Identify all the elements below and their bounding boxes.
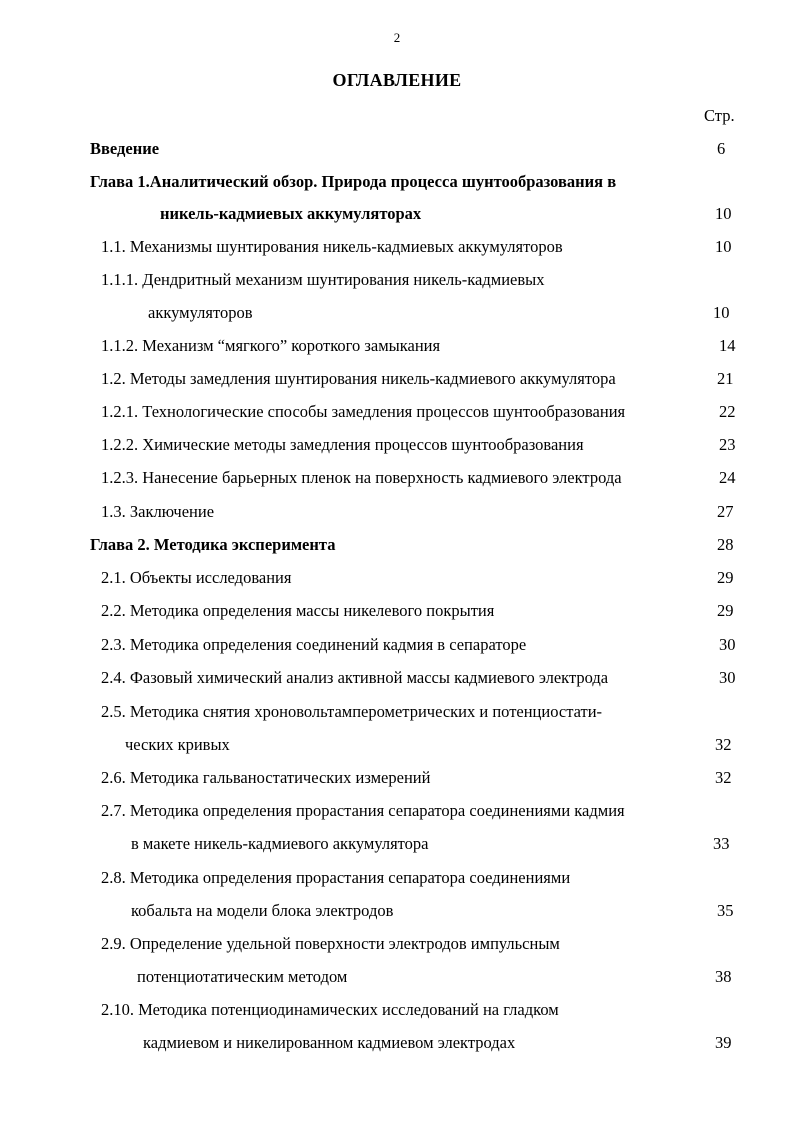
toc-entry-page: 30: [719, 668, 736, 687]
page-number: 2: [393, 30, 401, 45]
toc-entry-text: 1.1.2. Механизм “мягкого” короткого замыкания: [101, 336, 441, 355]
toc-entry-page: 38: [715, 967, 732, 986]
toc-entry-text-cont: ческих кривых: [125, 735, 230, 754]
toc-entry-page: 10: [715, 204, 732, 223]
toc-entry-page: 29: [717, 601, 734, 620]
toc-entry-text: 2.4. Фазовый химический анализ активной массы кадмиевого электрода: [101, 668, 609, 687]
toc-entry-text: 2.3. Методика определения соединений кадмия в сепараторе: [101, 635, 527, 654]
toc-entry-text: 1.1. Механизмы шунтирования никель-кадмиевых аккумуляторов: [101, 237, 563, 256]
toc-entry-page: 10: [715, 237, 732, 256]
toc-entry-page: 6: [717, 139, 726, 158]
toc-entry-text-cont: никель-кадмиевых аккумуляторах: [160, 204, 422, 223]
toc-entry-text: 2.1. Объекты исследования: [101, 568, 292, 587]
toc-entry-text: 1.2.1. Технологические способы замедления процессов шунтообразования: [101, 402, 626, 421]
toc-entry-text: 1.1.1. Дендритный механизм шунтирования никель-кадмиевых: [101, 270, 545, 289]
toc-entry-page: 32: [715, 768, 732, 787]
page-column-label: Стр.: [704, 106, 735, 125]
toc-entry-text-cont: в макете никель-кадмиевого аккумулятора: [131, 834, 429, 853]
toc-entry-page: 28: [717, 535, 734, 554]
toc-entry-text: 1.2.3. Нанесение барьерных пленок на поверхность кадмиевого электрода: [101, 468, 622, 487]
toc-entry-page: 33: [713, 834, 730, 853]
toc-entry-page: 30: [719, 635, 736, 654]
toc-entry-page: 24: [719, 468, 736, 487]
toc-entry-text: Глава 2. Методика эксперимента: [90, 535, 336, 554]
toc-entry-page: 14: [719, 336, 736, 355]
toc-entry-text: 2.5. Методика снятия хроновольтамперометрических и потенциостати-: [101, 702, 603, 721]
toc-entry-text: 2.8. Методика определения прорастания сепаратора соединениями: [101, 868, 571, 887]
toc-entry-text: 1.3. Заключение: [101, 502, 215, 521]
toc-entry-page: 35: [717, 901, 734, 920]
toc-entry-text: 2.10. Методика потенциодинамических исследований на гладком: [101, 1000, 559, 1019]
toc-entry-text-cont: кадмиевом и никелированном кадмиевом электродах: [143, 1033, 516, 1052]
toc-entry-page: 29: [717, 568, 734, 587]
toc-entry-text: Глава 1.Аналитический обзор. Природа процесса шунтообразования в: [90, 172, 617, 191]
toc-entry-page: 23: [719, 435, 736, 454]
toc-entry-page: 10: [713, 303, 730, 322]
toc-entry-text: 2.2. Методика определения массы никелевого покрытия: [101, 601, 495, 620]
toc-entry-page: 39: [715, 1033, 732, 1052]
toc-entry-text-cont: кобальта на модели блока электродов: [131, 901, 394, 920]
toc-entry-text: 1.2. Методы замедления шунтирования никель-кадмиевого аккумулятора: [101, 369, 616, 388]
toc-entry-page: 27: [717, 502, 734, 521]
toc-entry-text-cont: потенциотатическим методом: [137, 967, 348, 986]
toc-entry-text: 2.9. Определение удельной поверхности электродов импульсным: [101, 934, 560, 953]
toc-entry-text: 2.7. Методика определения прорастания сепаратора соединениями кадмия: [101, 801, 625, 820]
toc-entry-page: 21: [717, 369, 734, 388]
toc-entry-page: 22: [719, 402, 736, 421]
toc-title: ОГЛАВЛЕНИЕ: [332, 70, 462, 90]
toc-entry-text: 1.2.2. Химические методы замедления процессов шунтообразования: [101, 435, 584, 454]
toc-entry-text: 2.6. Методика гальваностатических измерений: [101, 768, 431, 787]
toc-entry-text: Введение: [90, 139, 160, 158]
toc-entry-page: 32: [715, 735, 732, 754]
toc-entry-text-cont: аккумуляторов: [148, 303, 253, 322]
